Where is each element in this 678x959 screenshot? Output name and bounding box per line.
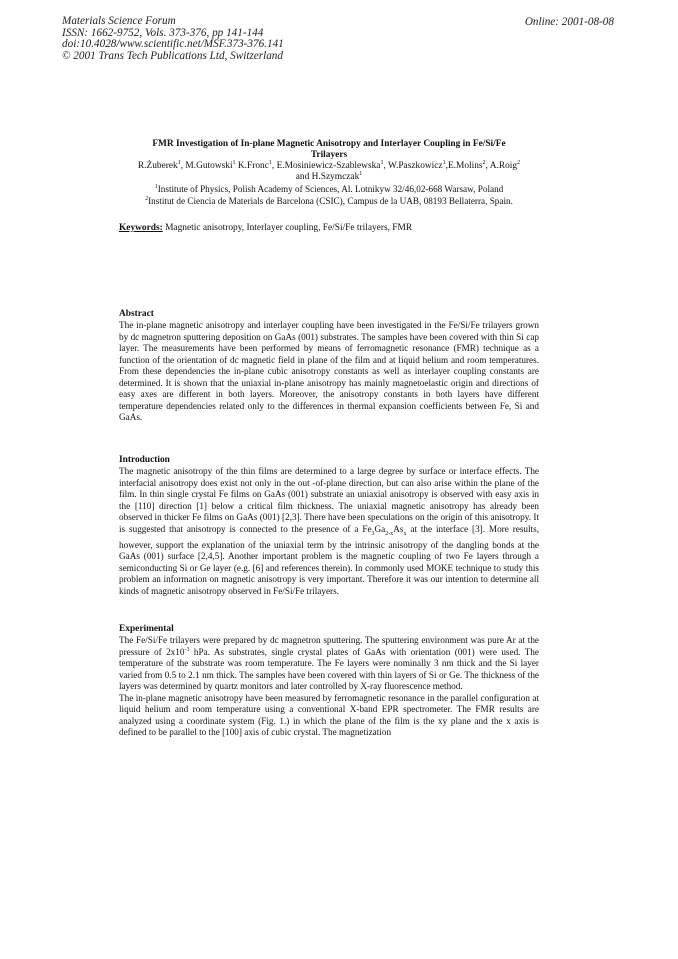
online-date: Online: 2001-08-08 <box>524 16 614 28</box>
paper-title <box>119 139 539 161</box>
formula-element-fe: Fe <box>362 523 372 534</box>
journal-copyright: © 2001 Trans Tech Publications Ltd, Switzerland <box>62 49 283 62</box>
formula-element-ga: Ga <box>374 523 386 534</box>
introduction-heading: Introduction <box>119 455 170 465</box>
journal-issn: ISSN: 1662-9752, Vols. 373-376, pp 141-144 <box>62 26 264 39</box>
author-affiliation-mark: 1 <box>442 159 446 166</box>
journal-name: Materials Science Forum <box>62 15 176 27</box>
author-affiliation-mark: 1 <box>232 159 236 166</box>
introduction-section <box>119 455 539 597</box>
chemical-formula <box>362 523 407 537</box>
abstract-section <box>119 309 539 423</box>
keywords-label: Keywords: <box>119 223 163 233</box>
formula-subscript: 3 <box>371 530 375 537</box>
affiliation-2 <box>119 195 539 207</box>
formula-subscript: 2-x <box>385 530 394 537</box>
affiliations <box>119 183 539 207</box>
journal-doi[interactable]: doi:10.4028/www.scientific.net/MSF.373-376.141 <box>62 38 284 51</box>
author: W.Paszkowicz <box>388 161 443 171</box>
affiliation-text: Institute of Physics, Polish Academy of Sciences, Al. Lotnikyw 32/46,02-668 Warsaw, Poland <box>157 184 504 194</box>
abstract-heading: Abstract <box>119 309 154 319</box>
experimental-paragraph-2: The in-plane magnetic anisotropy have been measured by ferromagnetic resonance in the parallel configuration at liquid helium and room temperature using a conventional X-band EPR spectrometer. The FMR results are analyzed using a coordinate system (Fig. 1.) in which the plane of the film is the xy plane and the x axis is defined to be parallel to the [100] axis of cubic crystal. The magnetization <box>119 692 539 738</box>
author: E.Mosiniewicz-Szablewska <box>276 161 381 171</box>
author: M.Gutowski <box>185 161 233 171</box>
author-affiliation-mark: 2 <box>517 159 521 166</box>
author-affiliation-mark: 2 <box>482 159 486 166</box>
author-affiliation-mark: 1 <box>359 171 363 178</box>
author-list: R.Żuberek$^1$, M.Gutowski$^1$ K.Fronc$^1$, E.Mosiniewicz-Szablewska$^1$, W.Paszkowicz$^1$,E.Molins$^2$, A.Roig$^2$ and H.Szymczak$^1$ <box>137 159 521 183</box>
keywords <box>119 223 539 233</box>
author: H.Szymczak <box>311 172 360 183</box>
pressure-exponent: -3 <box>184 646 190 653</box>
author: K.Fronc <box>237 161 269 171</box>
experimental-heading: Experimental <box>119 624 174 634</box>
author-affiliation-mark: 1 <box>380 159 384 166</box>
formula-element-as: As <box>393 523 404 534</box>
keywords-text: Magnetic anisotropy, Interlayer coupling, Fe/Si/Fe trilayers, FMR <box>165 223 413 233</box>
paper-title-line1: FMR Investigation of In-plane Magnetic Anisotropy and Interlayer Coupling in Fe/Si/Fe <box>152 139 506 149</box>
experimental-section <box>119 624 539 738</box>
affiliation-1 <box>119 183 539 195</box>
journal-info <box>62 16 284 62</box>
experimental-text-part2: hPa. As substrates, single crystal plates of GaAs with orientation (001) were used. The temperature of the substrate was room temperature. The Fe layers were nominally 3 nm thick and the Si layer varied from 0.5 to 2.1 nm thick. The samples have been covered with thin layers of Si or Ge. The thickness of the layers was determined by quartz monitors and later controlled by X-ray fluorescence method. <box>119 646 539 692</box>
introduction-text-part1: The magnetic anisotropy of the thin films are determined to a large degree by surface or interface effects. The interfacial anisotropy does exist not only in the out -of-plane direction, but can also arise within the plane of the film. In thin single crystal Fe films on GaAs (001) substrate an uniaxial anisotropy is observed with easy axis in the [110] direction [1] below a critical film thickness. The uniaxial magnetic anisotropy has already been observed in thicker Fe films on GaAs (001) [2,3]. There have been speculations on the origin of this anisotropy. It is suggested that anisotropy is connected to the presence of a <box>119 466 539 534</box>
formula-subscript: x <box>403 530 407 537</box>
paper-title-line2: Trilayers <box>310 150 348 160</box>
author: E.Molins <box>447 161 483 171</box>
pressure-value: 2x10 <box>166 646 185 657</box>
abstract-text: The in-plane magnetic anisotropy and interlayer coupling have been investigated in the Fe/Si/Fe trilayers grown by dc magnetron sputtering deposition on GaAs (001) substrates. The samples have been covered with thin Si cap layer. The measurements have been performed by means of ferromagnetic resonance (FMR) technique as a function of the orientation of dc magnetic field in plane of the film and at liquid helium and room temperatures. From these dependencies the in-plane cubic anisotropy constants as well as interlayer coupling constants are determined. It is shown that the uniaxial in-plane anisotropy has mainly magnetoelastic origin and directions of easy axes are different in both layers. Moreover, the anisotropy constants in both layers have different temperature dependencies related only to the differences in thermal expansion coefficients between Fe, Si and GaAs. <box>119 320 539 423</box>
author-affiliation-mark: 1 <box>268 159 272 166</box>
author: A.Roig <box>489 161 518 171</box>
affiliation-mark: 2 <box>145 195 149 202</box>
experimental-text-part1: The Fe/Si/Fe trilayers were prepared by dc magnetron sputtering. The sputtering environment was pure Ar at the pressure of <box>119 635 539 657</box>
author-affiliation-mark: 1 <box>177 159 181 166</box>
affiliation-mark: 1 <box>154 183 158 190</box>
introduction-text-part2: at the interface [3]. More results, however, support the explanation of the uniaxial term by the intrinsic anisotropy of the dangling bonds at the GaAs (001) surface [2,4,5]. Another important problem is the magnetic coupling of two Fe layers through a semiconducting Si or Ge layer (e.g. [6] and references therein). In commonly used MOKE technique to study this problem an information on magnetic anisotropy is very important. Therefore it was our intention to determine all kinds of magnetic anisotropy observed in Fe/Si/Fe trilayers. <box>119 523 539 596</box>
introduction-text <box>119 466 539 597</box>
experimental-paragraph-1 <box>119 635 539 692</box>
affiliation-text: Institut de Ciencia de Materials de Barcelona (CSIC), Campus de la UAB, 08193 Bellaterra, Spain. <box>148 196 513 206</box>
author: R.Żuberek <box>137 161 178 171</box>
